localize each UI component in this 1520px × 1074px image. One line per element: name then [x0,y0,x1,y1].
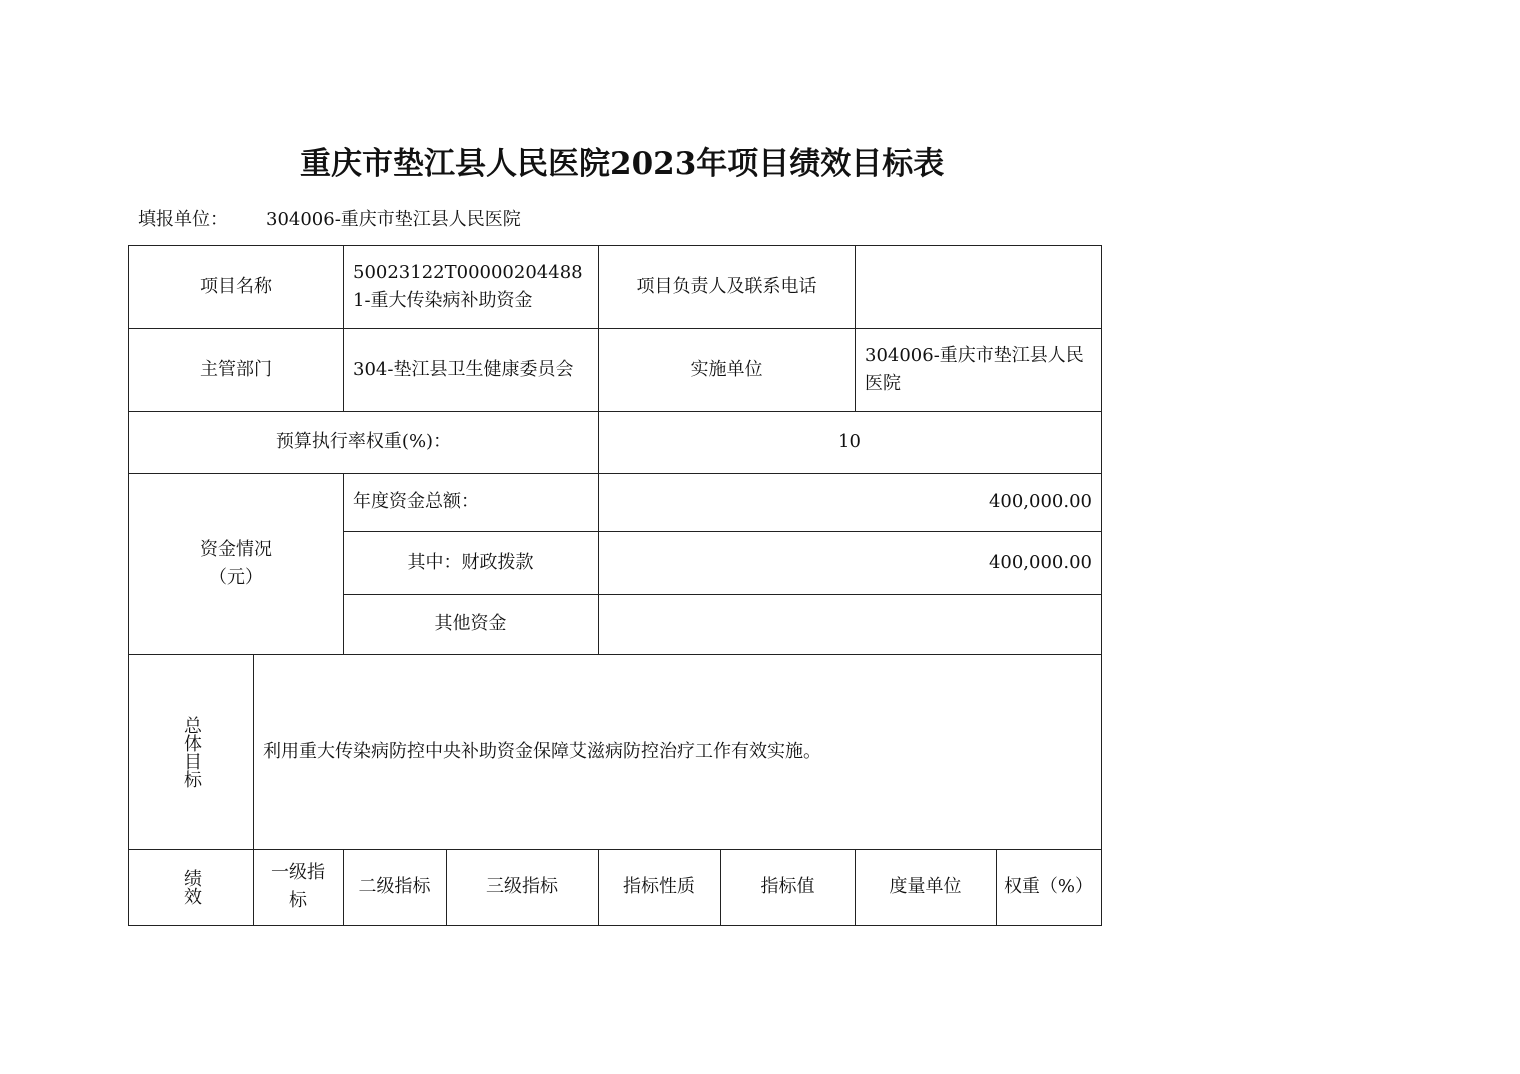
reporting-unit [138,205,521,231]
header-weight: 权重（%） [996,849,1102,926]
budget-weight-value: 10 [598,411,1102,474]
project-name-value: 50023122T000002044881-重大传染病补助资金 [343,246,599,329]
contact-label: 项目负责人及联系电话 [598,246,856,329]
overall-goal-text: 利用重大传染病防控中央补助资金保障艾滋病防控治疗工作有效实施。 [253,654,1102,850]
implementing-unit-value: 304006-重庆市垫江县人民医院 [855,328,1102,412]
header-unit: 度量单位 [855,849,997,926]
performance-table [128,245,1102,926]
fiscal-value: 400,000.00 [598,531,1102,595]
page-title: 重庆市垫江县人民医院2023年项目绩效目标表 [300,146,945,182]
implementing-unit-label: 实施单位 [598,328,856,412]
header-nature: 指标性质 [598,849,721,926]
other-funds-label: 其他资金 [343,594,599,655]
funds-label: 资金情况（元） [129,473,344,655]
annual-total-value: 400,000.00 [598,473,1102,532]
overall-goal-label: 总体目标 [181,715,202,788]
performance-label: 绩效 [181,869,202,905]
project-name-label: 项目名称 [129,246,344,329]
header-value: 指标值 [720,849,856,926]
reporting-unit-value: 304006-重庆市垫江县人民医院 [266,209,521,230]
overall-goal-label-cell [129,654,254,850]
department-label: 主管部门 [129,328,344,412]
performance-label-cell [129,849,254,926]
fiscal-label: 其中：财政拨款 [343,531,599,595]
header-level3: 三级指标 [446,849,599,926]
budget-weight-label: 预算执行率权重(%)： [129,411,599,474]
header-level2: 二级指标 [343,849,447,926]
other-funds-value [598,594,1102,655]
contact-value [855,246,1102,329]
annual-total-label: 年度资金总额： [343,473,599,532]
header-level1: 一级指标 [253,849,344,926]
department-value: 304-垫江县卫生健康委员会 [343,328,599,412]
reporting-unit-label: 填报单位： [138,209,228,230]
